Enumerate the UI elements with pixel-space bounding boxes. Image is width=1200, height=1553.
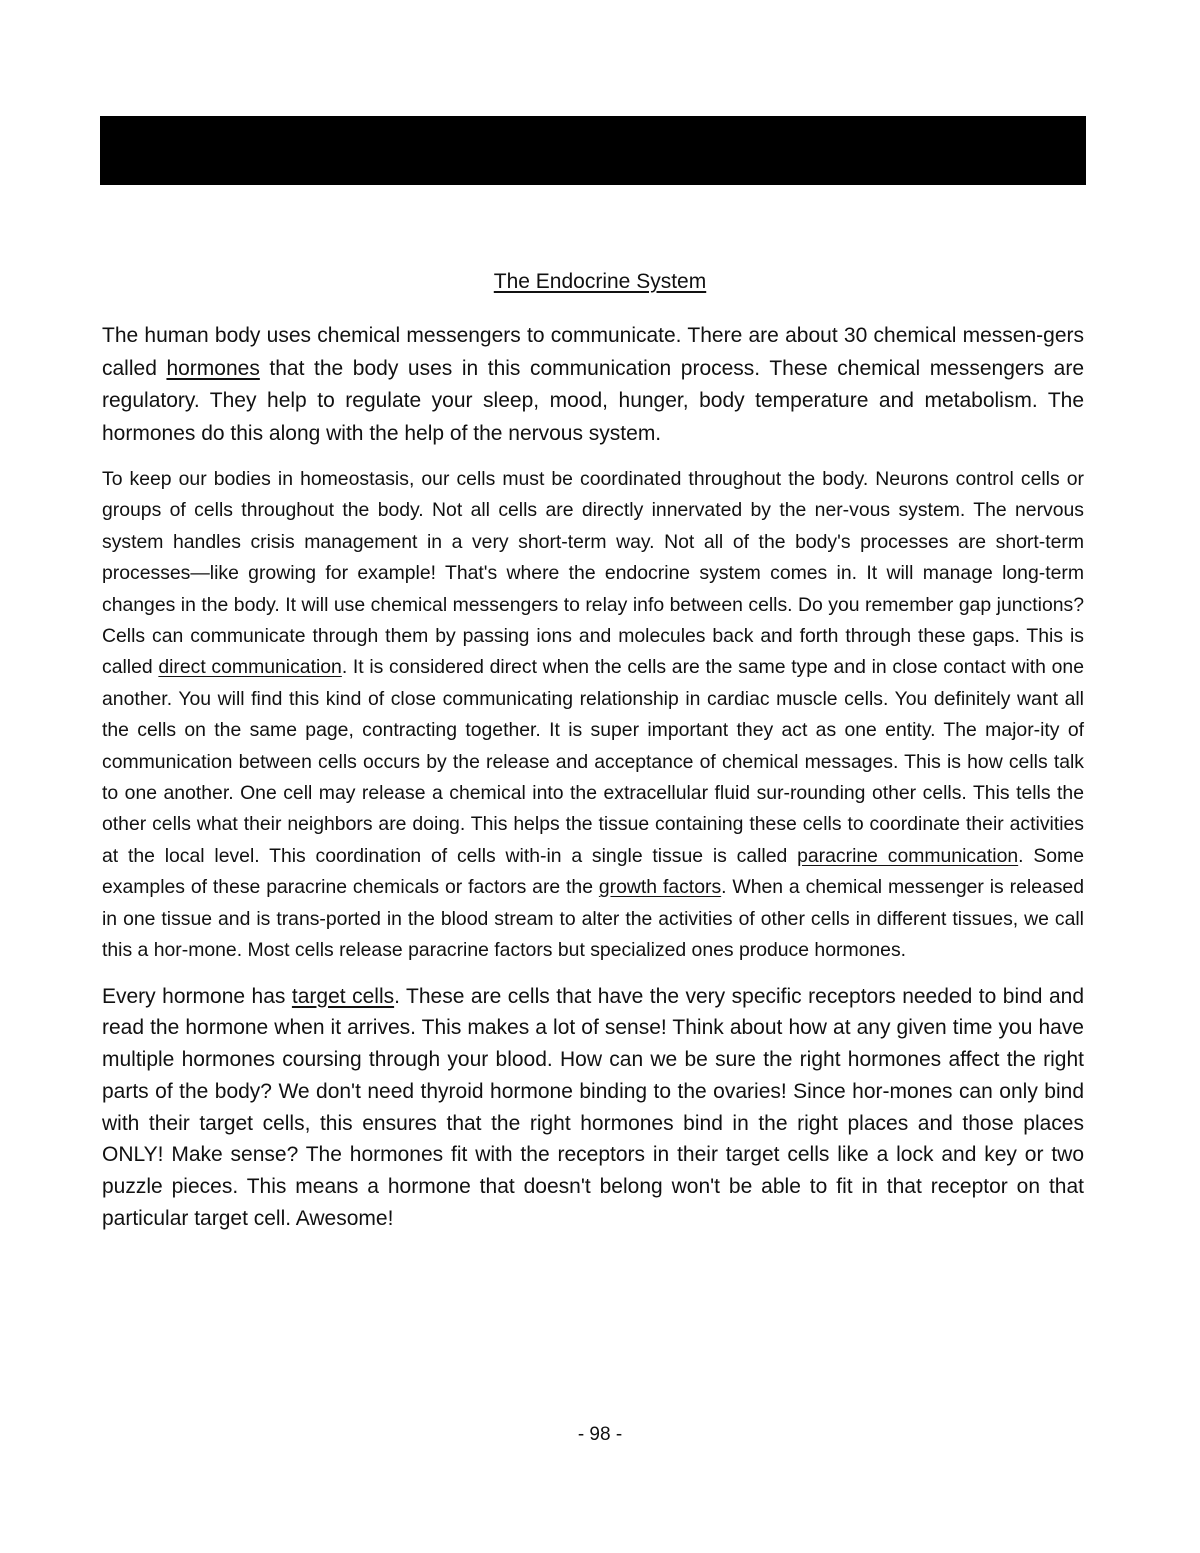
- p2-text-b: . It is considered direct when the cells are the same type and in close contact with one another. You will find this kind of close communicating relationship in cardiac muscle cells. You definitely want all the cells on the same page, contracting together. It is super important they act as one entity. The major-ity of communication between cells occurs by the release and acceptance of chemical messages. This is how cells talk to one another. One cell may release a chemical into the extracellular fluid sur-rounding other cells. This tells the other cells what their neighbors are doing. This helps the tissue containing these cells to coordinate their activities at the local level. This coordination of cells with-in a single tissue is called: [102, 656, 1084, 867]
- page-number: - 98 -: [577, 1424, 623, 1445]
- term-target-cells: target cells: [291, 984, 395, 1008]
- p3-text-b: . These are cells that have the very specific receptors needed to bind and read the hormone when it arrives. This makes a lot of sense! Think about how at any given time you have multiple hormones coursing through your blood. How can we be sure the right hormones affect the right parts of the body? We don't need thyroid hormone binding to the ovaries! Since hor-mones can only bind with their target cells, this ensures that the right hormones bind in the right places and those places ONLY! Make sense? The hormones fit with the receptors in their target cells like a lock and key or two puzzle pieces. This means a hormone that doesn't belong won't be able to fit in that receptor on that particular target cell. Awesome!: [102, 984, 1084, 1231]
- p1-text-b: that the body uses in this communication process. These chemical messengers are regulatory. They help to regulate your sleep, mood, hunger, body temperature and metabolism. The hormones do this along with the help of the nervous system.: [102, 356, 1085, 445]
- term-growth-factors: growth factors: [598, 876, 722, 899]
- page-title: [0, 270, 1200, 294]
- term-hormones: hormones: [166, 356, 260, 380]
- p2-text-d: . When a chemical messenger is released in one tissue and is trans-ported in the blood stream to alter the activities of other cells in different tissues, we call this a hor-mone. Most cells release paracrine factors but specialized ones produce hormones.: [102, 876, 1084, 962]
- p1-text-a: The human body uses chemical messengers to communicate. There are about 30 chemical messen-gers called: [102, 324, 1084, 380]
- paragraph-hormones-intro: [102, 320, 1084, 450]
- page-title-text: The Endocrine System: [493, 270, 707, 293]
- term-direct-communication: direct communication: [158, 656, 342, 679]
- body-text: [102, 320, 1084, 1235]
- paragraph-cell-communication: [102, 464, 1084, 967]
- p2-text-c: . Some examples of these paracrine chemicals or factors are the: [102, 844, 1084, 899]
- term-paracrine-communication: paracrine communication: [797, 844, 1019, 867]
- p3-text-a: Every hormone has: [102, 984, 292, 1008]
- header-black-band: [100, 116, 1086, 185]
- paragraph-target-cells: [102, 981, 1084, 1235]
- p2-text-a: To keep our bodies in homeostasis, our cells must be coordinated throughout the body. Neurons control cells or groups of cells throughout the body. Not all cells are directly innervated by the ner-vous system. The nervous system handles crisis management in a very short-term way. Not all of the body's processes are short-term processes—like growing for example! That's where the endocrine system comes in. It will manage long-term changes in the body. It will use chemical messengers to relay info between cells. Do you remember gap junctions? Cells can communicate through them by passing ions and molecules back and forth through these gaps. This is called: [102, 468, 1084, 679]
